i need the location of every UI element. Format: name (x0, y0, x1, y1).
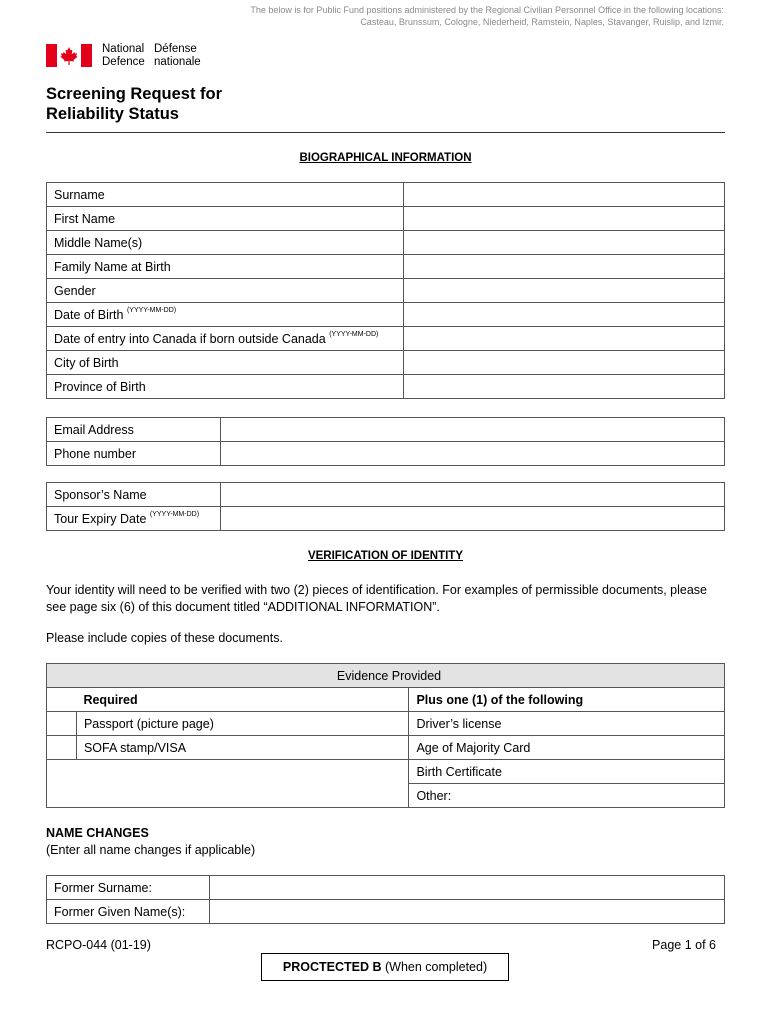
table-row (47, 876, 725, 900)
name-changes-section (46, 825, 255, 859)
age-of-majority-label: Age of Majority Card (409, 736, 725, 760)
table-row (47, 760, 725, 784)
phone-label: Phone number (47, 442, 221, 466)
former-given-names-label: Former Given Name(s): (47, 900, 210, 924)
protected-b-label (261, 953, 509, 981)
verification-instructions: Your identity will need to be verified with two (2) pieces of identification. For examples of permissible documents, please see page six (6) of this document titled “ADDITIONAL INFORMATION”. (46, 583, 707, 614)
surname-label: Surname (47, 183, 404, 207)
gender-label: Gender (47, 279, 404, 303)
form-code: RCPO-044 (01-19) (46, 938, 151, 952)
page-title: Screening Request for Reliability Status (46, 85, 223, 123)
table-row (47, 303, 725, 327)
middle-names-label: Middle Name(s) (47, 231, 404, 255)
date-of-entry-label: Date of entry into Canada if born outside Canada $^{(YYYY-MM-DD)}$ (47, 327, 404, 351)
table-row (47, 255, 725, 279)
protected-b-note: (When completed) (384, 960, 488, 974)
table-row (47, 183, 725, 207)
table-row (47, 375, 725, 399)
gender-field[interactable] (403, 279, 725, 303)
page-number: Page 1 of 6 (652, 938, 716, 952)
province-of-birth-label: Province of Birth (47, 375, 404, 399)
date-format-hint: (YYYY-MM-DD) (126, 306, 177, 314)
notice-line-2: Casteau, Brunssum, Cologne, Niederheid, Ramstein, Naples, Stavanger, Ruislip, and Izmir. (360, 17, 724, 27)
email-field[interactable] (220, 418, 724, 442)
date-format-hint: (YYYY-MM-DD) (329, 330, 379, 338)
sofa-visa-checkbox[interactable] (47, 736, 77, 760)
date-format-hint: (YYYY-MM-DD) (149, 510, 200, 518)
table-row (47, 900, 725, 924)
former-surname-field[interactable] (209, 876, 724, 900)
biographical-heading: BIOGRAPHICAL INFORMATION (299, 152, 472, 164)
table-row (47, 736, 725, 760)
surname-field[interactable] (403, 183, 725, 207)
name-changes-table (46, 875, 725, 924)
biographical-table (46, 182, 725, 399)
table-row (47, 418, 725, 442)
date-of-entry-field[interactable] (403, 327, 725, 351)
table-row (47, 327, 725, 351)
notice-line-1: The below is for Public Fund positions administered by the Regional Civilian Personnel Office in the following locations: (250, 5, 724, 15)
sofa-visa-label: SOFA stamp/VISA (76, 736, 409, 760)
evidence-table (46, 663, 725, 808)
table-row (47, 231, 725, 255)
passport-label: Passport (picture page) (76, 712, 409, 736)
table-row (47, 442, 725, 466)
city-of-birth-label: City of Birth (47, 351, 404, 375)
tour-expiry-label: Tour Expiry Date $^{(YYYY-MM-DD)}$ (47, 507, 221, 531)
canada-flag-icon (46, 44, 92, 67)
french-department-name: Défense nationale (154, 43, 201, 68)
plus-one-heading: Plus one (1) of the following (409, 688, 725, 712)
sponsor-name-field[interactable] (220, 483, 724, 507)
national-defence-logo (46, 42, 236, 70)
family-name-at-birth-field[interactable] (403, 255, 725, 279)
evidence-heading: Evidence Provided (47, 664, 725, 688)
first-name-field[interactable] (403, 207, 725, 231)
sponsor-table (46, 482, 725, 531)
passport-checkbox[interactable] (47, 712, 77, 736)
title-divider (46, 132, 725, 133)
table-row (47, 507, 725, 531)
date-of-birth-field[interactable] (403, 303, 725, 327)
english-department-name: National Defence (102, 43, 145, 68)
phone-field[interactable] (220, 442, 724, 466)
drivers-license-label: Driver’s license (409, 712, 725, 736)
birth-certificate-label: Birth Certificate (409, 760, 725, 784)
contact-table (46, 417, 725, 466)
table-row (47, 207, 725, 231)
protected-b-bold: PROCTECTED B (282, 960, 382, 974)
table-row (47, 664, 725, 688)
email-label: Email Address (47, 418, 221, 442)
table-row (47, 279, 725, 303)
required-heading: Required (76, 688, 409, 712)
province-of-birth-field[interactable] (403, 375, 725, 399)
table-row (47, 712, 725, 736)
public-fund-notice (164, 4, 724, 28)
name-changes-subheading: (Enter all name changes if applicable) (46, 843, 256, 857)
city-of-birth-field[interactable] (403, 351, 725, 375)
first-name-label: First Name (47, 207, 404, 231)
evidence-empty-area (47, 760, 409, 808)
date-of-birth-label: Date of Birth $^{(YYYY-MM-DD)}$ (47, 303, 404, 327)
former-given-names-field[interactable] (209, 900, 724, 924)
copies-instruction: Please include copies of these documents. (46, 631, 283, 645)
family-name-at-birth-label: Family Name at Birth (47, 255, 404, 279)
former-surname-label: Former Surname: (47, 876, 210, 900)
verification-heading: VERIFICATION OF IDENTITY (307, 550, 464, 562)
sponsor-name-label: Sponsor’s Name (47, 483, 221, 507)
table-row (47, 483, 725, 507)
middle-names-field[interactable] (403, 231, 725, 255)
tour-expiry-field[interactable] (220, 507, 724, 531)
required-spacer (47, 688, 77, 712)
other-label: Other: (409, 784, 725, 808)
name-changes-heading: NAME CHANGES (46, 826, 149, 840)
table-row (47, 351, 725, 375)
table-row (47, 688, 725, 712)
